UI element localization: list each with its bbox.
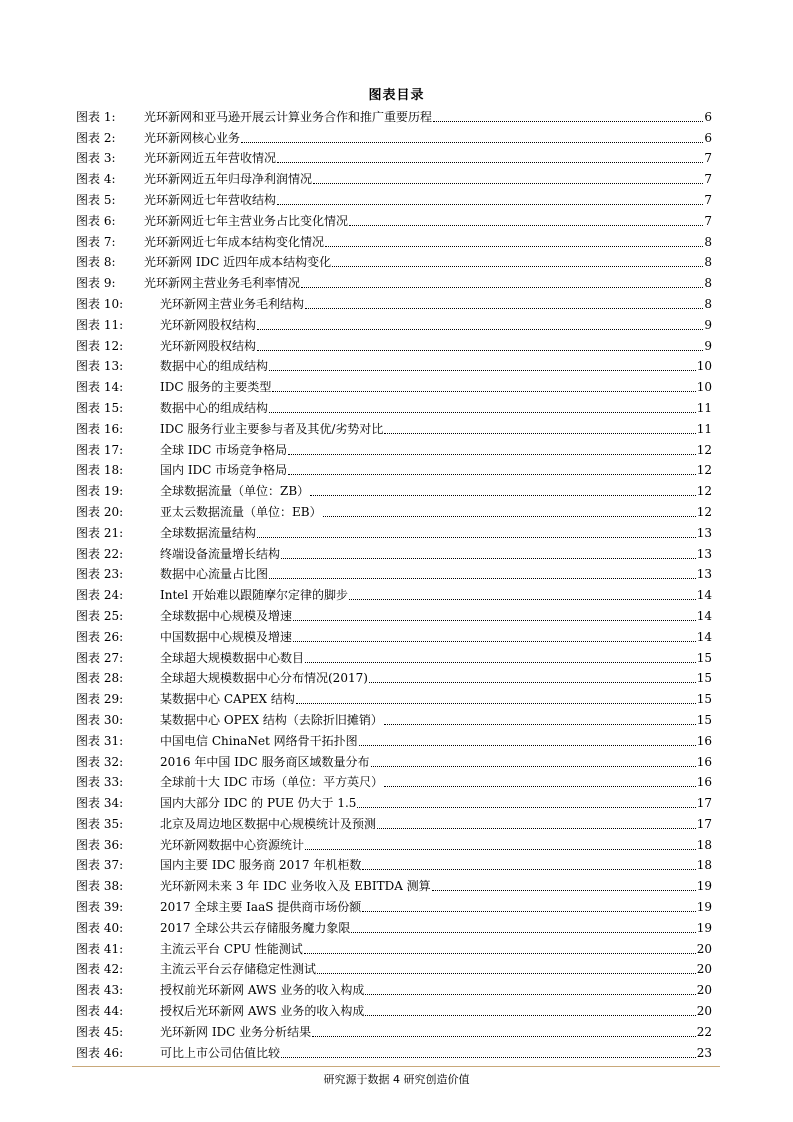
toc-entry[interactable]: [76, 499, 712, 520]
toc-entry[interactable]: [76, 811, 712, 832]
toc-entry[interactable]: [76, 458, 712, 479]
dot-leader: [323, 516, 696, 517]
toc-entry-page-number: 10: [696, 380, 712, 395]
toc-entry[interactable]: [76, 666, 712, 687]
toc-entry-page-number: 17: [696, 796, 712, 811]
dot-leader: [305, 849, 696, 850]
toc-entry[interactable]: [76, 977, 712, 998]
toc-entry-title: 终端设备流量增长结构: [160, 546, 281, 561]
toc-entry-label: 图表 18:: [76, 463, 124, 478]
dot-leader: [310, 495, 696, 496]
toc-entry-label: 图表 13:: [76, 359, 124, 374]
dot-leader: [369, 682, 696, 683]
toc-entry-title: 国内大部分 IDC 的 PUE 仍大于 1.5: [160, 796, 357, 811]
toc-entry[interactable]: [76, 957, 712, 978]
toc-entry-title: 光环新网近七年成本结构变化情况: [144, 234, 325, 249]
dot-leader: [257, 537, 696, 538]
toc-entry[interactable]: [76, 582, 712, 603]
toc-entry-title: 光环新网 IDC 近四年成本结构变化: [144, 255, 332, 270]
dot-leader: [332, 266, 703, 267]
dot-leader: [313, 183, 703, 184]
dot-leader: [432, 890, 696, 891]
toc-entry-page-number: 8: [704, 296, 712, 311]
toc-entry-page-number: 9: [704, 317, 712, 332]
toc-entry-label: 图表 28:: [76, 671, 124, 686]
toc-entry-page-number: 14: [696, 629, 712, 644]
dot-leader: [384, 433, 695, 434]
toc-entry-page-number: 9: [704, 338, 712, 353]
toc-entry-page-number: 20: [696, 941, 712, 956]
toc-entry-page-number: 16: [696, 754, 712, 769]
dot-leader: [281, 1057, 696, 1058]
toc-entry-label: 图表 41:: [76, 941, 124, 956]
dot-leader: [288, 454, 696, 455]
toc-entry-page-number: 14: [696, 608, 712, 623]
toc-entry-label: 图表 20:: [76, 504, 124, 519]
dot-leader: [384, 724, 696, 725]
toc-entry[interactable]: [76, 541, 712, 562]
toc-entry-title: 授权后光环新网 AWS 业务的收入构成: [160, 1004, 365, 1019]
dot-leader: [241, 142, 703, 143]
toc-entry[interactable]: [76, 832, 712, 853]
dot-leader: [362, 911, 695, 912]
dot-leader: [312, 1036, 696, 1037]
dot-leader: [257, 329, 703, 330]
toc-entry-title: 光环新网核心业务: [144, 130, 241, 145]
figure-toc-list: [76, 104, 712, 1061]
toc-entry-title: 可比上市公司估值比较: [160, 1045, 281, 1060]
toc-entry[interactable]: [76, 770, 712, 791]
toc-entry-label: 图表 2:: [76, 130, 116, 145]
toc-entry-label: 图表 11:: [76, 317, 124, 332]
toc-entry-page-number: 16: [696, 733, 712, 748]
dot-leader: [269, 370, 696, 371]
toc-entry-label: 图表 43:: [76, 983, 124, 998]
toc-entry-label: 图表 29:: [76, 692, 124, 707]
toc-entry[interactable]: [76, 104, 712, 125]
dot-leader: [257, 350, 703, 351]
toc-entry-title: 光环新网主营业务毛利结构: [160, 296, 305, 311]
toc-entry-page-number: 12: [696, 504, 712, 519]
toc-entry-label: 图表 27:: [76, 650, 124, 665]
toc-entry-title: 全球数据流量（单位：ZB）: [160, 484, 310, 499]
toc-entry-label: 图表 34:: [76, 796, 124, 811]
dot-leader: [269, 412, 696, 413]
dot-leader: [293, 641, 696, 642]
toc-entry-title: 全球数据流量结构: [160, 525, 257, 540]
toc-entry-title: 主流云平台云存储稳定性测试: [160, 962, 317, 977]
toc-entry-label: 图表 35:: [76, 816, 124, 831]
dot-leader: [357, 807, 695, 808]
toc-entry-title: 光环新网未来 3 年 IDC 业务收入及 EBITDA 测算: [160, 879, 431, 894]
toc-entry-page-number: 8: [704, 255, 712, 270]
toc-entry-title: 光环新网 IDC 业务分析结果: [160, 1024, 312, 1039]
toc-entry-label: 图表 42:: [76, 962, 124, 977]
page-title: 图表目录: [368, 88, 425, 103]
toc-entry-title: 北京及周边地区数据中心规模统计及预测: [160, 816, 377, 831]
dot-leader: [305, 662, 696, 663]
toc-entry-title: 国内主要 IDC 服务商 2017 年机柜数: [160, 858, 362, 873]
toc-entry[interactable]: [76, 270, 712, 291]
toc-entry-title: 全球数据中心规模及增速: [160, 608, 293, 623]
toc-entry-label: 图表 12:: [76, 338, 124, 353]
toc-entry-page-number: 6: [704, 130, 712, 145]
toc-entry-page-number: 20: [696, 962, 712, 977]
toc-entry-title: 光环新网和亚马逊开展云计算业务合作和推广重要历程: [144, 109, 433, 124]
dot-leader: [304, 953, 696, 954]
toc-entry[interactable]: [76, 187, 712, 208]
dot-leader: [365, 994, 695, 995]
toc-entry-page-number: 7: [704, 151, 712, 166]
dot-leader: [371, 766, 696, 767]
toc-entry-page-number: 15: [696, 692, 712, 707]
toc-entry-page-number: 20: [696, 1004, 712, 1019]
toc-entry-title: 全球 IDC 市场竞争格局: [160, 442, 288, 457]
toc-entry[interactable]: [76, 998, 712, 1019]
toc-entry-title: 光环新网近五年营收情况: [144, 151, 277, 166]
toc-entry[interactable]: [76, 894, 712, 915]
footer-divider: [72, 1066, 720, 1067]
toc-entry[interactable]: [76, 853, 712, 874]
toc-entry-label: 图表 14:: [76, 380, 124, 395]
toc-entry-title: IDC 服务的主要类型: [160, 380, 272, 395]
toc-entry-title: 光环新网数据中心资源统计: [160, 837, 305, 852]
toc-entry-label: 图表 1:: [76, 109, 116, 124]
toc-entry-label: 图表 36:: [76, 837, 124, 852]
toc-entry-page-number: 22: [696, 1024, 712, 1039]
dot-leader: [317, 973, 696, 974]
dot-leader: [296, 703, 696, 704]
toc-entry-page-number: 19: [696, 879, 712, 894]
toc-entry[interactable]: [76, 749, 712, 770]
toc-entry-label: 图表 19:: [76, 484, 124, 499]
toc-entry-title: 全球超大规模数据中心数目: [160, 650, 305, 665]
toc-entry[interactable]: [76, 166, 712, 187]
toc-entry-title: Intel 开始难以跟随摩尔定律的脚步: [160, 588, 349, 603]
toc-entry-label: 图表 30:: [76, 712, 124, 727]
toc-entry-page-number: 12: [696, 442, 712, 457]
toc-entry[interactable]: [76, 520, 712, 541]
toc-entry[interactable]: [76, 312, 712, 333]
toc-entry-page-number: 8: [704, 234, 712, 249]
dot-leader: [349, 599, 696, 600]
toc-entry-page-number: 17: [696, 816, 712, 831]
dot-leader: [377, 828, 696, 829]
toc-entry-title: 全球超大规模数据中心分布情况(2017): [160, 671, 368, 686]
toc-entry-label: 图表 32:: [76, 754, 124, 769]
toc-entry-page-number: 19: [696, 920, 712, 935]
toc-entry-title: 国内 IDC 市场竞争格局: [160, 463, 288, 478]
toc-entry[interactable]: [76, 873, 712, 894]
toc-entry-title: 2017 全球公共云存储服务魔力象限: [160, 920, 351, 935]
dot-leader: [433, 121, 703, 122]
toc-entry-label: 图表 25:: [76, 608, 124, 623]
toc-entry-label: 图表 22:: [76, 546, 124, 561]
page-footer: 研究源于数据 4 研究创造价值: [323, 1073, 470, 1086]
toc-entry-title: 光环新网近七年主营业务占比变化情况: [144, 213, 349, 228]
toc-entry-label: 图表 15:: [76, 400, 124, 415]
toc-entry-page-number: 23: [696, 1045, 712, 1060]
toc-entry[interactable]: [76, 624, 712, 645]
toc-entry-label: 图表 37:: [76, 858, 124, 873]
toc-entry[interactable]: [76, 416, 712, 437]
toc-entry-label: 图表 39:: [76, 900, 124, 915]
dot-leader: [349, 225, 703, 226]
dot-leader: [359, 745, 696, 746]
toc-entry-label: 图表 44:: [76, 1004, 124, 1019]
toc-entry-page-number: 10: [696, 359, 712, 374]
toc-entry-page-number: 6: [704, 109, 712, 124]
toc-entry-label: 图表 4:: [76, 172, 116, 187]
toc-entry-page-number: 7: [704, 213, 712, 228]
toc-entry-label: 图表 40:: [76, 920, 124, 935]
dot-leader: [277, 162, 703, 163]
toc-entry-page-number: 18: [696, 837, 712, 852]
toc-entry-title: 某数据中心 OPEX 结构（去除折旧摊销）: [160, 712, 383, 727]
toc-entry[interactable]: [76, 728, 712, 749]
dot-leader: [269, 578, 696, 579]
toc-entry[interactable]: [76, 790, 712, 811]
toc-entry[interactable]: [76, 229, 712, 250]
toc-entry-label: 图表 24:: [76, 588, 124, 603]
toc-entry-page-number: 12: [696, 463, 712, 478]
toc-entry-page-number: 11: [696, 400, 712, 415]
toc-entry[interactable]: [76, 208, 712, 229]
dot-leader: [277, 204, 703, 205]
toc-entry-page-number: 8: [704, 276, 712, 291]
toc-entry[interactable]: [76, 645, 712, 666]
toc-entry-page-number: 16: [696, 775, 712, 790]
toc-entry-title: 数据中心的组成结构: [160, 400, 269, 415]
dot-leader: [288, 474, 696, 475]
toc-entry[interactable]: [76, 333, 712, 354]
toc-entry-title: 2016 年中国 IDC 服务商区域数量分布: [160, 754, 370, 769]
toc-entry-title: 光环新网近五年归母净利润情况: [144, 172, 313, 187]
toc-entry-title: 全球前十大 IDC 市场（单位：平方英尺）: [160, 775, 384, 790]
toc-entry[interactable]: [76, 437, 712, 458]
toc-entry-page-number: 15: [696, 671, 712, 686]
toc-entry-title: 光环新网近七年营收结构: [144, 192, 277, 207]
toc-entry[interactable]: [76, 374, 712, 395]
toc-entry-title: IDC 服务行业主要参与者及其优/劣势对比: [160, 421, 384, 436]
toc-entry-page-number: 14: [696, 588, 712, 603]
toc-entry-label: 图表 23:: [76, 567, 124, 582]
dot-leader: [351, 932, 695, 933]
toc-entry-label: 图表 21:: [76, 525, 124, 540]
toc-entry-title: 光环新网股权结构: [160, 317, 257, 332]
toc-entry-page-number: 15: [696, 650, 712, 665]
toc-entry-page-number: 19: [696, 900, 712, 915]
toc-entry-title: 授权前光环新网 AWS 业务的收入构成: [160, 983, 365, 998]
toc-entry-page-number: 11: [696, 421, 712, 436]
toc-entry[interactable]: [76, 125, 712, 146]
toc-entry-page-number: 15: [696, 712, 712, 727]
dot-leader: [293, 620, 696, 621]
toc-entry[interactable]: [76, 291, 712, 312]
toc-entry-page-number: 7: [704, 172, 712, 187]
toc-entry-title: 中国电信 ChinaNet 网络骨干拓扑图: [160, 733, 358, 748]
toc-entry-label: 图表 45:: [76, 1024, 124, 1039]
dot-leader: [305, 308, 703, 309]
toc-entry-title: 亚太云数据流量（单位：EB）: [160, 504, 322, 519]
toc-entry-page-number: 13: [696, 567, 712, 582]
toc-entry-label: 图表 7:: [76, 234, 116, 249]
toc-entry-title: 中国数据中心规模及增速: [160, 629, 293, 644]
dot-leader: [325, 246, 703, 247]
toc-entry-label: 图表 26:: [76, 629, 124, 644]
toc-entry-label: 图表 5:: [76, 192, 116, 207]
toc-entry-label: 图表 9:: [76, 276, 116, 291]
toc-entry[interactable]: [76, 603, 712, 624]
toc-entry[interactable]: [76, 1040, 712, 1061]
toc-entry[interactable]: [76, 936, 712, 957]
dot-leader: [365, 1015, 695, 1016]
toc-entry[interactable]: [76, 707, 712, 728]
toc-entry-label: 图表 8:: [76, 255, 116, 270]
toc-entry-title: 某数据中心 CAPEX 结构: [160, 692, 295, 707]
toc-entry-page-number: 18: [696, 858, 712, 873]
toc-entry-label: 图表 38:: [76, 879, 124, 894]
toc-entry-page-number: 13: [696, 546, 712, 561]
toc-entry-page-number: 20: [696, 983, 712, 998]
toc-entry-label: 图表 33:: [76, 775, 124, 790]
toc-entry[interactable]: [76, 562, 712, 583]
dot-leader: [362, 869, 695, 870]
toc-entry-label: 图表 6:: [76, 213, 116, 228]
dot-leader: [301, 287, 703, 288]
toc-entry[interactable]: [76, 395, 712, 416]
toc-entry-title: 光环新网主营业务毛利率情况: [144, 276, 301, 291]
toc-entry-page-number: 13: [696, 525, 712, 540]
dot-leader: [272, 391, 695, 392]
toc-entry-page-number: 7: [704, 192, 712, 207]
toc-entry-label: 图表 17:: [76, 442, 124, 457]
dot-leader: [384, 786, 696, 787]
toc-entry-title: 数据中心的组成结构: [160, 359, 269, 374]
toc-entry-title: 数据中心流量占比图: [160, 567, 269, 582]
toc-entry-label: 图表 31:: [76, 733, 124, 748]
toc-entry-title: 2017 全球主要 IaaS 提供商市场份额: [160, 900, 362, 915]
toc-entry[interactable]: [76, 354, 712, 375]
toc-entry-title: 光环新网股权结构: [160, 338, 257, 353]
toc-entry-title: 主流云平台 CPU 性能测试: [160, 941, 303, 956]
toc-entry[interactable]: [76, 478, 712, 499]
toc-entry[interactable]: [76, 915, 712, 936]
toc-entry-label: 图表 16:: [76, 421, 124, 436]
toc-entry-label: 图表 46:: [76, 1045, 124, 1060]
toc-entry[interactable]: [76, 686, 712, 707]
toc-entry[interactable]: [76, 1019, 712, 1040]
toc-entry[interactable]: [76, 250, 712, 271]
toc-entry-label: 图表 10:: [76, 296, 124, 311]
dot-leader: [281, 558, 696, 559]
toc-entry-label: 图表 3:: [76, 151, 116, 166]
toc-entry[interactable]: [76, 146, 712, 167]
toc-entry-page-number: 12: [696, 484, 712, 499]
